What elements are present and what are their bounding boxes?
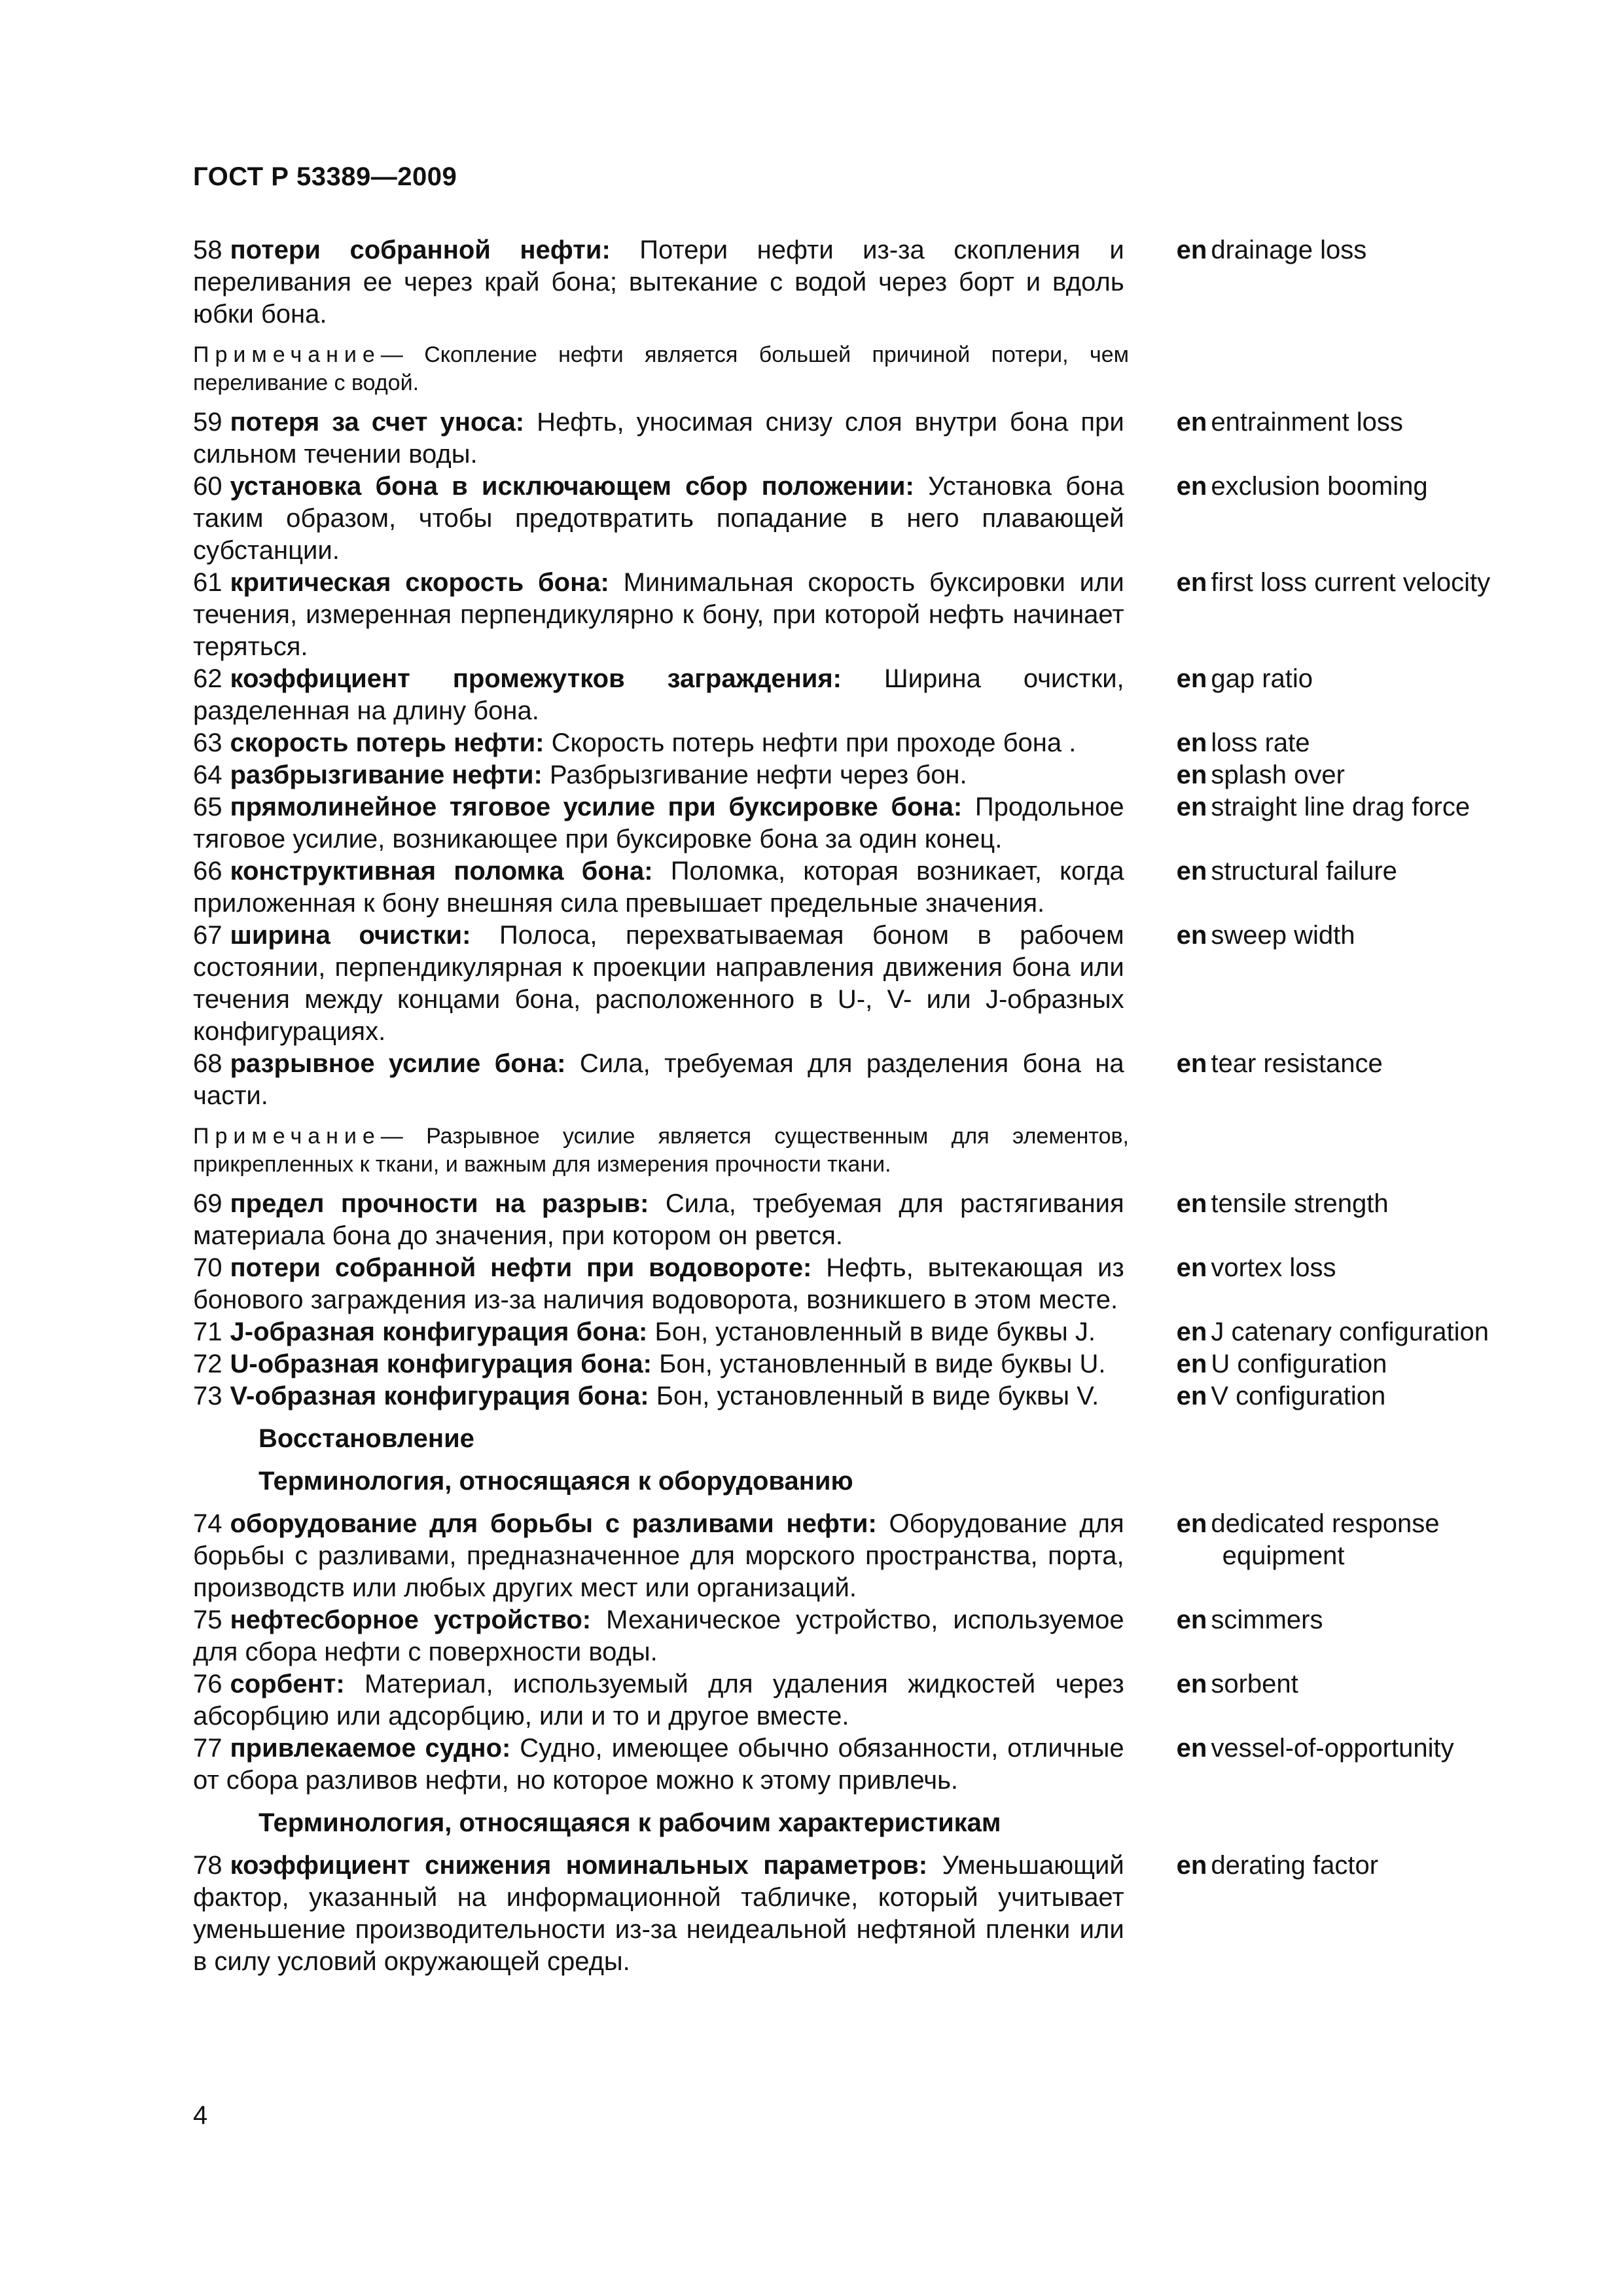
term-number: 58 [193,236,223,264]
term-title: потери собранной нефти при водовороте: [230,1253,812,1282]
term-text: Оборудование для борьбы с разливами, предназначенное для морского пространства, порта, производств или любых других мест или организаций. [193,1509,1124,1602]
term-number: 68 [193,1049,223,1078]
term-definition [193,1252,1124,1316]
english-equivalent [1177,406,1515,439]
section-heading-performance: Терминология, относящаяся к рабочим характеристикам [259,1808,1001,1837]
term-number: 60 [193,472,223,501]
term-entry-74 [193,1508,1515,1604]
term-number: 59 [193,408,223,437]
term-text: Уменьшающий фактор, указанный на информационной табличке, который учитывает уменьшение производительности из-за неидеальной нефтяной пленки или в силу условий окружающей среды. [193,1851,1124,1976]
english-term: U configuration [1211,1350,1387,1378]
term-entry-65 [193,791,1515,855]
lang-code: en [1176,472,1207,501]
english-term: straight line drag force [1211,793,1471,821]
english-equivalent [1177,1668,1515,1700]
term-number: 72 [193,1350,223,1378]
lang-code: en [1176,1382,1207,1410]
term-definition [193,727,1124,759]
term-title: ширина очистки: [230,921,471,950]
term-entry-76 [193,1668,1515,1732]
note [193,341,1129,397]
term-number: 66 [193,857,223,886]
english-equivalent [1177,567,1515,599]
english-term: first loss current velocity [1211,568,1491,597]
english-term: tear resistance [1211,1049,1383,1078]
term-definition [193,920,1124,1048]
term-number: 63 [193,728,223,757]
english-term: J catenary configuration [1211,1318,1489,1346]
english-term: sweep width [1211,921,1355,950]
term-entry-58 [193,234,1515,331]
term-text: Бон, установленный в виде буквы V. [656,1382,1099,1410]
term-text: Разбрызгивание нефти через бон. [549,761,967,789]
term-title: привлекаемое судно: [230,1734,511,1763]
term-number: 75 [193,1605,223,1634]
term-entry-63 [193,727,1515,759]
term-title: скорость потерь нефти: [230,728,544,757]
term-number: 77 [193,1734,223,1763]
lang-code: en [1176,1189,1207,1218]
term-text: Бон, установленный в виде буквы U. [659,1350,1106,1378]
term-entry-73 [193,1380,1515,1412]
lang-code: en [1176,1350,1207,1378]
term-entry-61 [193,567,1515,663]
term-text: Судно, имеющее обычно обязанности, отличные от сбора разливов нефти, но которое можно к этому привлечь. [193,1734,1124,1795]
term-text: Скорость потерь нефти при проходе бона . [551,728,1077,757]
english-equivalent [1177,855,1515,888]
lang-code: en [1176,1605,1207,1634]
lang-code: en [1176,1318,1207,1346]
term-title: предел прочности на разрыв: [230,1189,649,1218]
term-title: разрывное усилие бона: [230,1049,566,1078]
term-definition [193,1348,1124,1380]
term-number: 70 [193,1253,223,1282]
lang-code: en [1176,761,1207,789]
term-text: Минимальная скорость буксировки или течения, измеренная перпендикулярно к бону, при которой нефть начинает теряться. [193,568,1124,661]
term-definition [193,1604,1124,1668]
lang-code: en [1176,1049,1207,1078]
term-definition [193,855,1124,920]
english-equivalent [1177,234,1515,266]
english-term: dedicated response [1211,1509,1440,1538]
note-label: Примечание [193,342,381,367]
term-entry-70 [193,1252,1515,1316]
term-text: Бон, установленный в виде буквы J. [654,1318,1096,1346]
term-title: U-образная конфигурация бона: [230,1350,652,1378]
term-definition [193,567,1124,663]
term-entry-77 [193,1732,1515,1797]
term-number: 69 [193,1189,223,1218]
english-equivalent [1177,1048,1515,1080]
term-entry-71 [193,1316,1515,1348]
term-title: коэффициент снижения номинальных параметров: [230,1851,928,1880]
term-number: 65 [193,793,223,821]
term-number: 74 [193,1509,223,1538]
term-definition [193,471,1124,567]
term-number: 62 [193,664,223,693]
term-definition [193,234,1124,331]
english-equivalent [1177,1252,1515,1284]
term-number: 76 [193,1670,223,1698]
english-term: exclusion booming [1211,472,1428,501]
term-text: Нефть, уносимая снизу слоя внутри бона при сильном течении воды. [193,408,1124,469]
term-title: разбрызгивание нефти: [230,761,543,789]
term-text: Продольное тяговое усилие, возникающее при буксировке бона за один конец. [193,793,1124,853]
note-text: — Разрывное усилие является существенным для элементов, прикрепленных к ткани, и важным для измерения прочности ткани. [193,1124,1129,1177]
term-number: 67 [193,921,223,950]
term-entry-75 [193,1604,1515,1668]
lang-code: en [1176,857,1207,886]
term-entry-67 [193,920,1515,1048]
english-term: vessel-of-opportunity [1211,1734,1454,1763]
term-entry-60 [193,471,1515,567]
term-title: оборудование для борьбы с разливами нефти: [230,1509,877,1538]
term-entry-64 [193,759,1515,791]
lang-code: en [1176,664,1207,693]
english-equivalent [1177,1508,1515,1572]
term-number: 64 [193,761,223,789]
term-title: прямолинейное тяговое усилие при буксировке бона: [230,793,963,821]
term-text: Полоса, перехватываемая боном в рабочем состоянии, перпендикулярная к проекции направления движения бона или течения между концами бона, расположенного в U-, V- или J-образных конфигурациях. [193,921,1124,1046]
term-definition [193,1668,1124,1732]
term-entry-68 [193,1048,1515,1112]
term-number: 78 [193,1851,223,1880]
section-heading-equipment: Терминология, относящаяся к оборудованию [259,1467,853,1496]
term-number: 71 [193,1318,223,1346]
english-equivalent [1177,1850,1515,1882]
term-number: 73 [193,1382,223,1410]
term-definition [193,759,1124,791]
term-entry-72 [193,1348,1515,1380]
lang-code: en [1176,236,1207,264]
english-term: loss rate [1211,728,1310,757]
english-equivalent [1177,920,1515,952]
term-definition [193,1380,1124,1412]
term-text: Механическое устройство, используемое для сбора нефти с поверхности воды. [193,1605,1124,1666]
term-text: Нефть, вытекающая из бонового заграждения из-за наличия водоворота, возникшего в этом месте. [193,1253,1124,1314]
english-equivalent [1177,759,1515,791]
english-equivalent [1177,663,1515,695]
english-equivalent [1177,471,1515,503]
term-title: потери собранной нефти: [230,236,611,264]
lang-code: en [1176,921,1207,950]
english-equivalent [1177,1604,1515,1636]
lang-code: en [1176,728,1207,757]
term-text: Сила, требуемая для растягивания материала бона до значения, при котором он рвется. [193,1189,1124,1250]
term-definition [193,791,1124,855]
term-number: 61 [193,568,223,597]
term-entry-59 [193,406,1515,471]
term-entry-62 [193,663,1515,727]
english-term: entrainment loss [1211,408,1403,437]
term-title: конструктивная поломка бона: [230,857,653,886]
term-text: Ширина очистки, разделенная на длину бона. [193,664,1124,725]
lang-code: en [1176,568,1207,597]
term-definition [193,1188,1124,1252]
english-term: derating factor [1211,1851,1379,1880]
english-equivalent [1177,791,1515,823]
english-equivalent [1177,1380,1515,1412]
document-header: ГОСТ Р 53389—2009 [193,162,457,191]
english-term: structural failure [1211,857,1397,886]
section-heading-recovery: Восстановление [259,1424,474,1453]
lang-code: en [1176,408,1207,437]
term-title: нефтесборное устройство: [230,1605,592,1634]
term-title: потеря за счет уноса: [230,408,525,437]
english-term: drainage loss [1211,236,1367,264]
term-definition [193,406,1124,471]
lang-code: en [1176,1670,1207,1698]
note [193,1122,1129,1179]
lang-code: en [1176,1253,1207,1282]
term-definition [193,1048,1124,1112]
page-number: 4 [193,2101,208,2130]
note-text: — Скопление нефти является большей причиной потери, чем переливание с водой. [193,342,1129,395]
english-term: tensile strength [1211,1189,1389,1218]
lang-code: en [1176,793,1207,821]
term-definition [193,1850,1124,1978]
term-title: J-образная конфигурация бона: [230,1318,648,1346]
term-text: Поломка, которая возникает, когда приложенная к бону внешняя сила превышает предельные значения. [193,857,1124,918]
lang-code: en [1176,1734,1207,1763]
english-term: sorbent [1211,1670,1298,1698]
english-term-continuation: equipment [1222,1541,1345,1570]
term-definition [193,1732,1124,1797]
note-label: Примечание [193,1124,381,1149]
english-term: scimmers [1211,1605,1323,1634]
lang-code: en [1176,1509,1207,1538]
english-term: vortex loss [1211,1253,1336,1282]
term-title: сорбент: [230,1670,345,1698]
english-equivalent [1177,1316,1515,1348]
english-equivalent [1177,1732,1515,1765]
term-definition [193,663,1124,727]
term-title: коэффициент промежутков заграждения: [230,664,842,693]
lang-code: en [1176,1851,1207,1880]
term-title: V-образная конфигурация бона: [230,1382,649,1410]
term-entry-78 [193,1850,1515,1978]
term-text: Потери нефти из-за скопления и переливания ее через край бона; вытекание с водой через борт и вдоль юбки бона. [193,236,1124,329]
term-definition [193,1316,1124,1348]
terms-list [193,234,1515,1978]
term-text: Установка бона таким образом, чтобы предотвратить попадание в него плавающей субстанции. [193,472,1124,565]
english-term: V configuration [1211,1382,1386,1410]
english-term: gap ratio [1211,664,1313,693]
english-equivalent [1177,1188,1515,1220]
term-title: критическая скорость бона: [230,568,609,597]
english-equivalent [1177,727,1515,759]
english-term: splash over [1211,761,1345,789]
term-text: Сила, требуемая для разделения бона на части. [193,1049,1124,1110]
term-title: установка бона в исключающем сбор положении: [230,472,914,501]
english-equivalent [1177,1348,1515,1380]
term-text: Материал, используемый для удаления жидкостей через абсорбцию или адсорбцию, или и то и другое вместе. [193,1670,1124,1731]
term-entry-69 [193,1188,1515,1252]
term-definition [193,1508,1124,1604]
term-entry-66 [193,855,1515,920]
